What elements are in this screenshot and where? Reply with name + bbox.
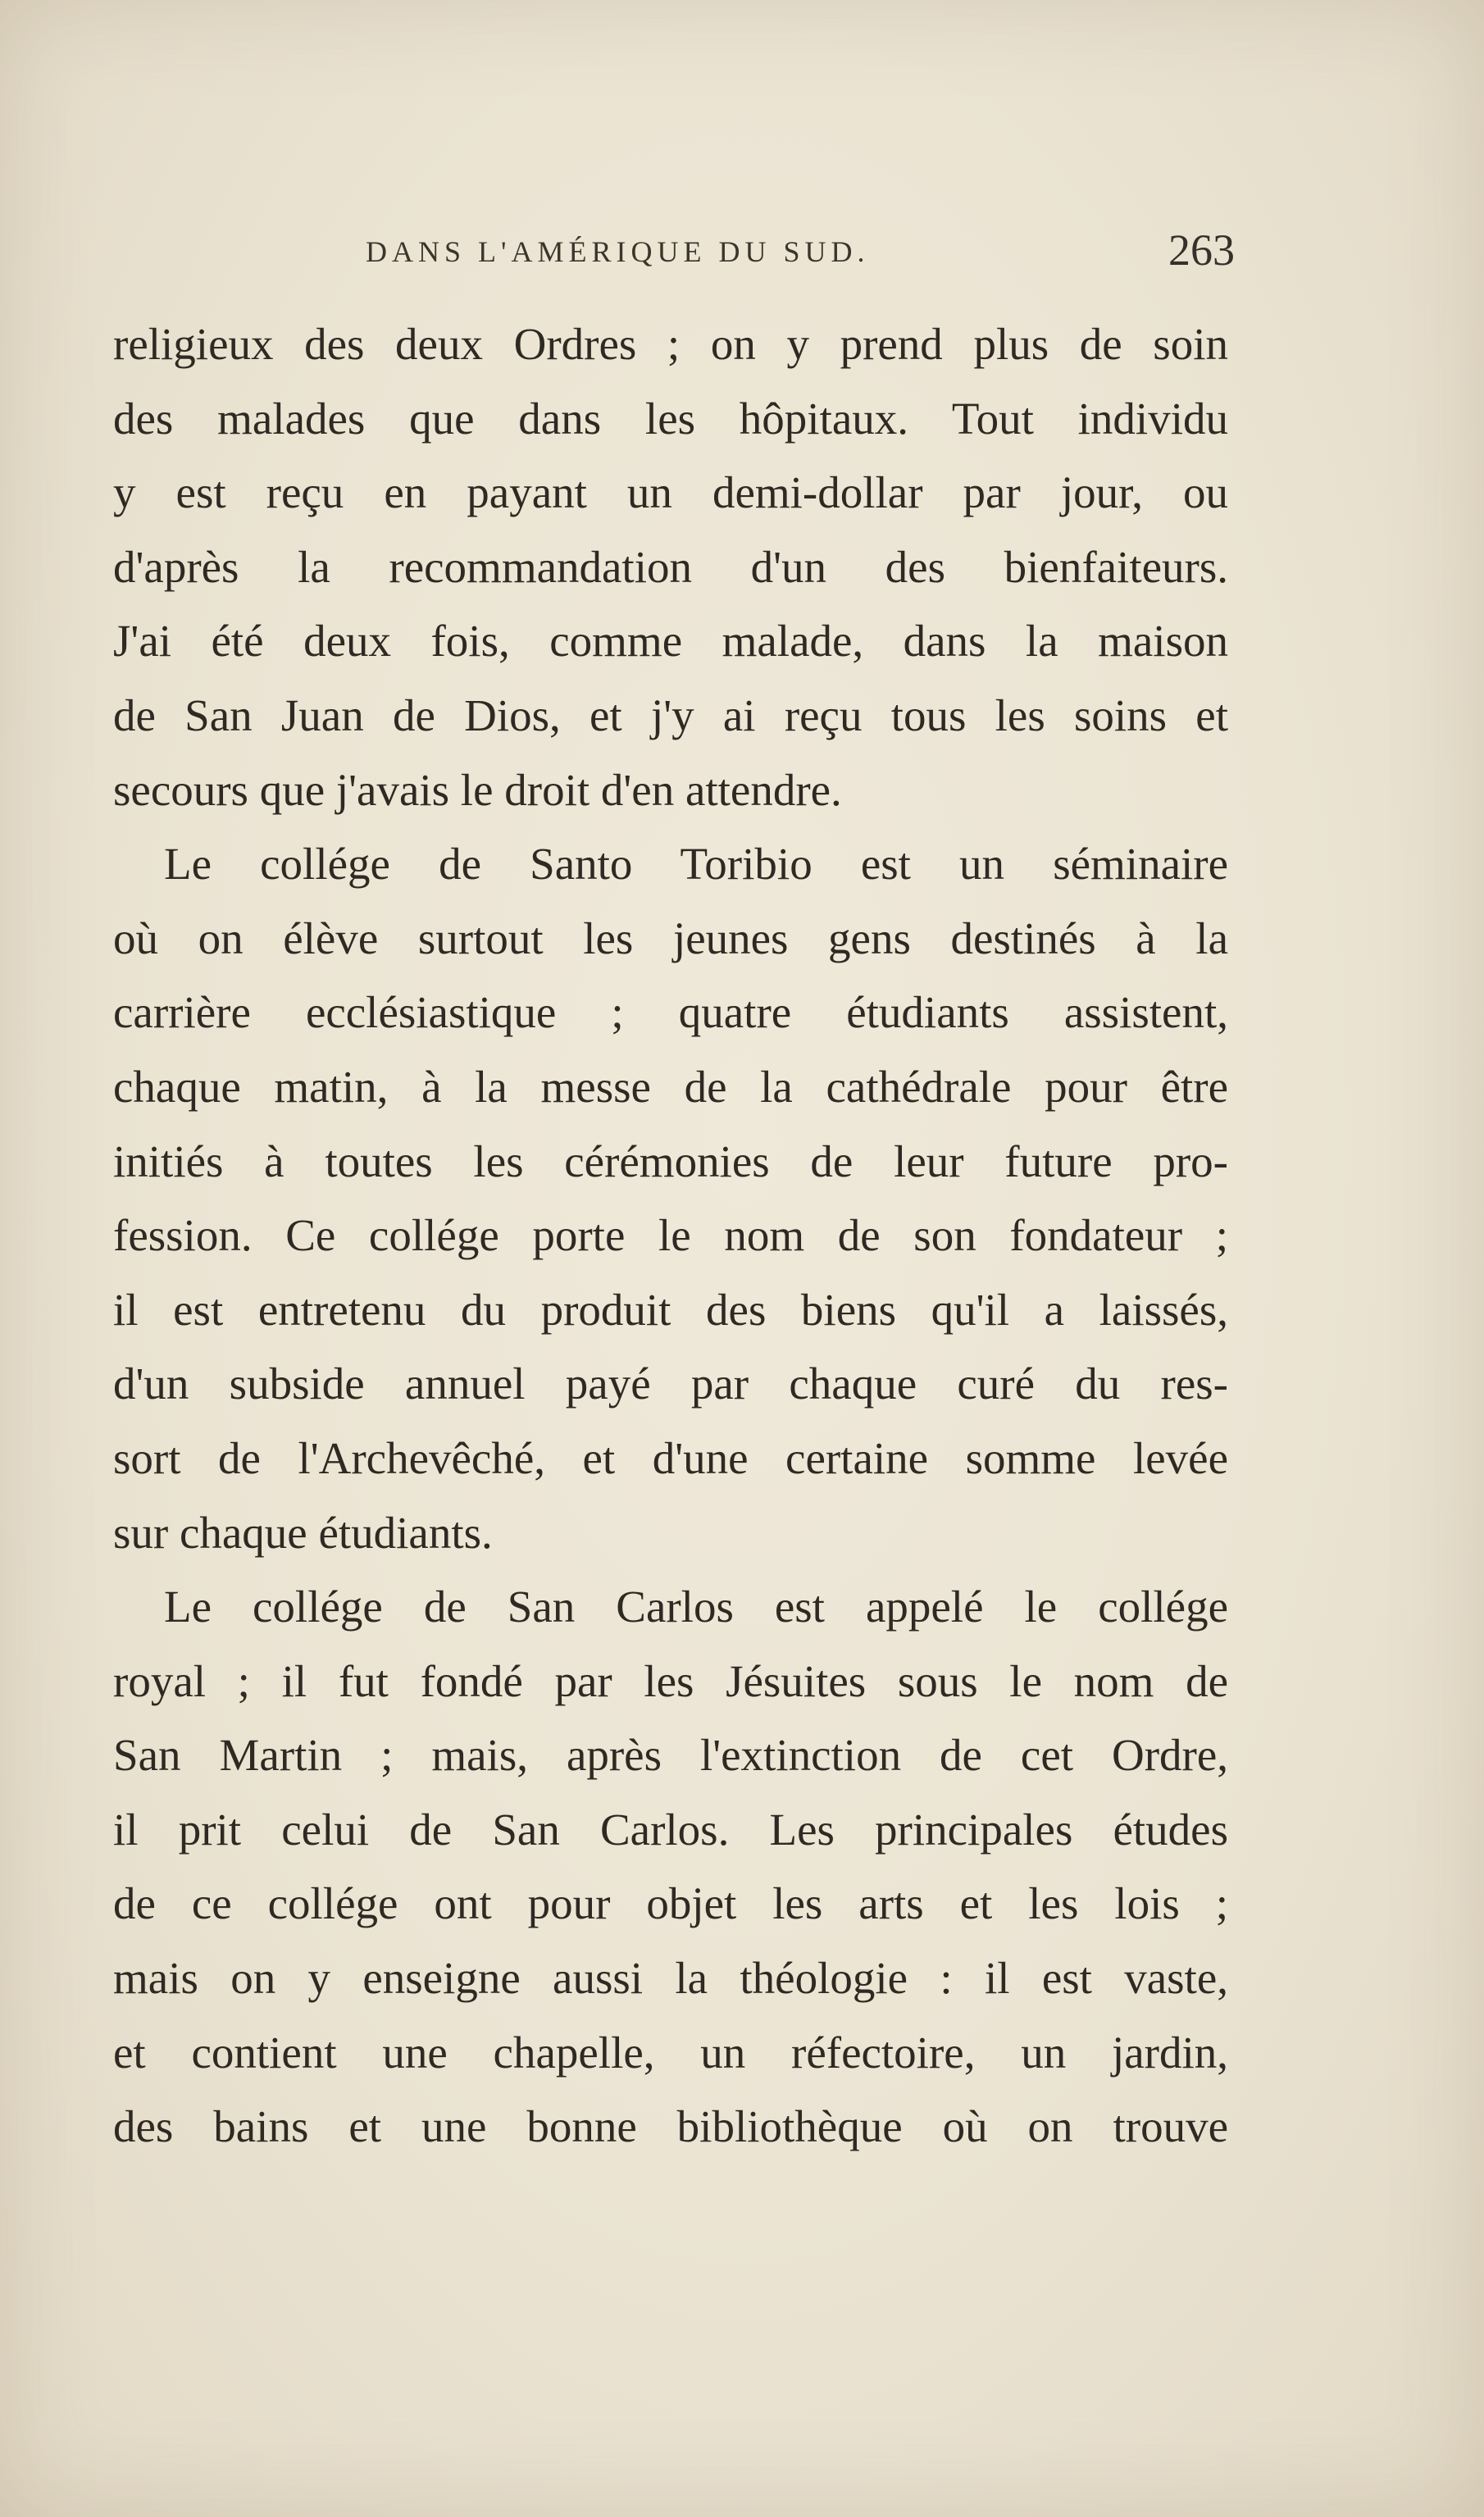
text-line: chaque matin, à la messe de la cathédrale pour être — [113, 1061, 1228, 1112]
text-line: San Martin ; mais, après l'extinction de cet Ordre, — [113, 1730, 1228, 1781]
text-line: religieux des deux Ordres ; on y prend plus de soin — [113, 319, 1228, 369]
text-line: de ce collége ont pour objet les arts et les lois ; — [113, 1878, 1228, 1929]
body-text — [113, 307, 1228, 2164]
text-line: de San Juan de Dios, et j'y ai reçu tous les soins et — [113, 690, 1228, 740]
text-line: sort de l'Archevêché, et d'une certaine somme levée — [113, 1432, 1228, 1483]
text-line: il prit celui de San Carlos. Les principales études — [113, 1804, 1228, 1855]
text-line: initiés à toutes les cérémonies de leur future pro- — [113, 1136, 1228, 1186]
paragraph-start-line: Le collége de Santo Toribio est un séminaire — [164, 839, 1228, 890]
paragraph-start-line: Le collége de San Carlos est appelé le collége — [164, 1582, 1228, 1632]
text-line: carrière ecclésiastique ; quatre étudiants assistent, — [113, 987, 1228, 1038]
text-line: il est entretenu du produit des biens qu'il a laissés, — [113, 1284, 1228, 1335]
text-line: des bains et une bonne bibliothèque où on trouve — [113, 2101, 1228, 2152]
text-line: mais on y enseigne aussi la théologie : il est vaste, — [113, 1953, 1228, 2004]
text-line: fession. Ce collége porte le nom de son fondateur ; — [113, 1210, 1228, 1261]
text-line: d'après la recommandation d'un des bienfaiteurs. — [113, 541, 1228, 592]
running-head — [366, 225, 1235, 282]
text-line: d'un subside annuel payé par chaque curé du res- — [113, 1359, 1228, 1409]
text-line: où on élève surtout les jeunes gens destinés à la — [113, 913, 1228, 963]
text-line: sur chaque étudiants. — [113, 1507, 493, 1558]
page-number: 263 — [1168, 225, 1235, 275]
text-line: et contient une chapelle, un réfectoire, un jardin, — [113, 2027, 1228, 2078]
text-line: des malades que dans les hôpitaux. Tout individu — [113, 393, 1228, 444]
text-line: J'ai été deux fois, comme malade, dans la maison — [113, 616, 1228, 667]
text-line: secours que j'avais le droit d'en attendre. — [113, 764, 842, 815]
running-title: DANS L'AMÉRIQUE DU SUD. — [366, 235, 870, 268]
text-line: y est reçu en payant un demi-dollar par jour, ou — [113, 467, 1228, 518]
text-line: royal ; il fut fondé par les Jésuites sous le nom de — [113, 1655, 1228, 1706]
